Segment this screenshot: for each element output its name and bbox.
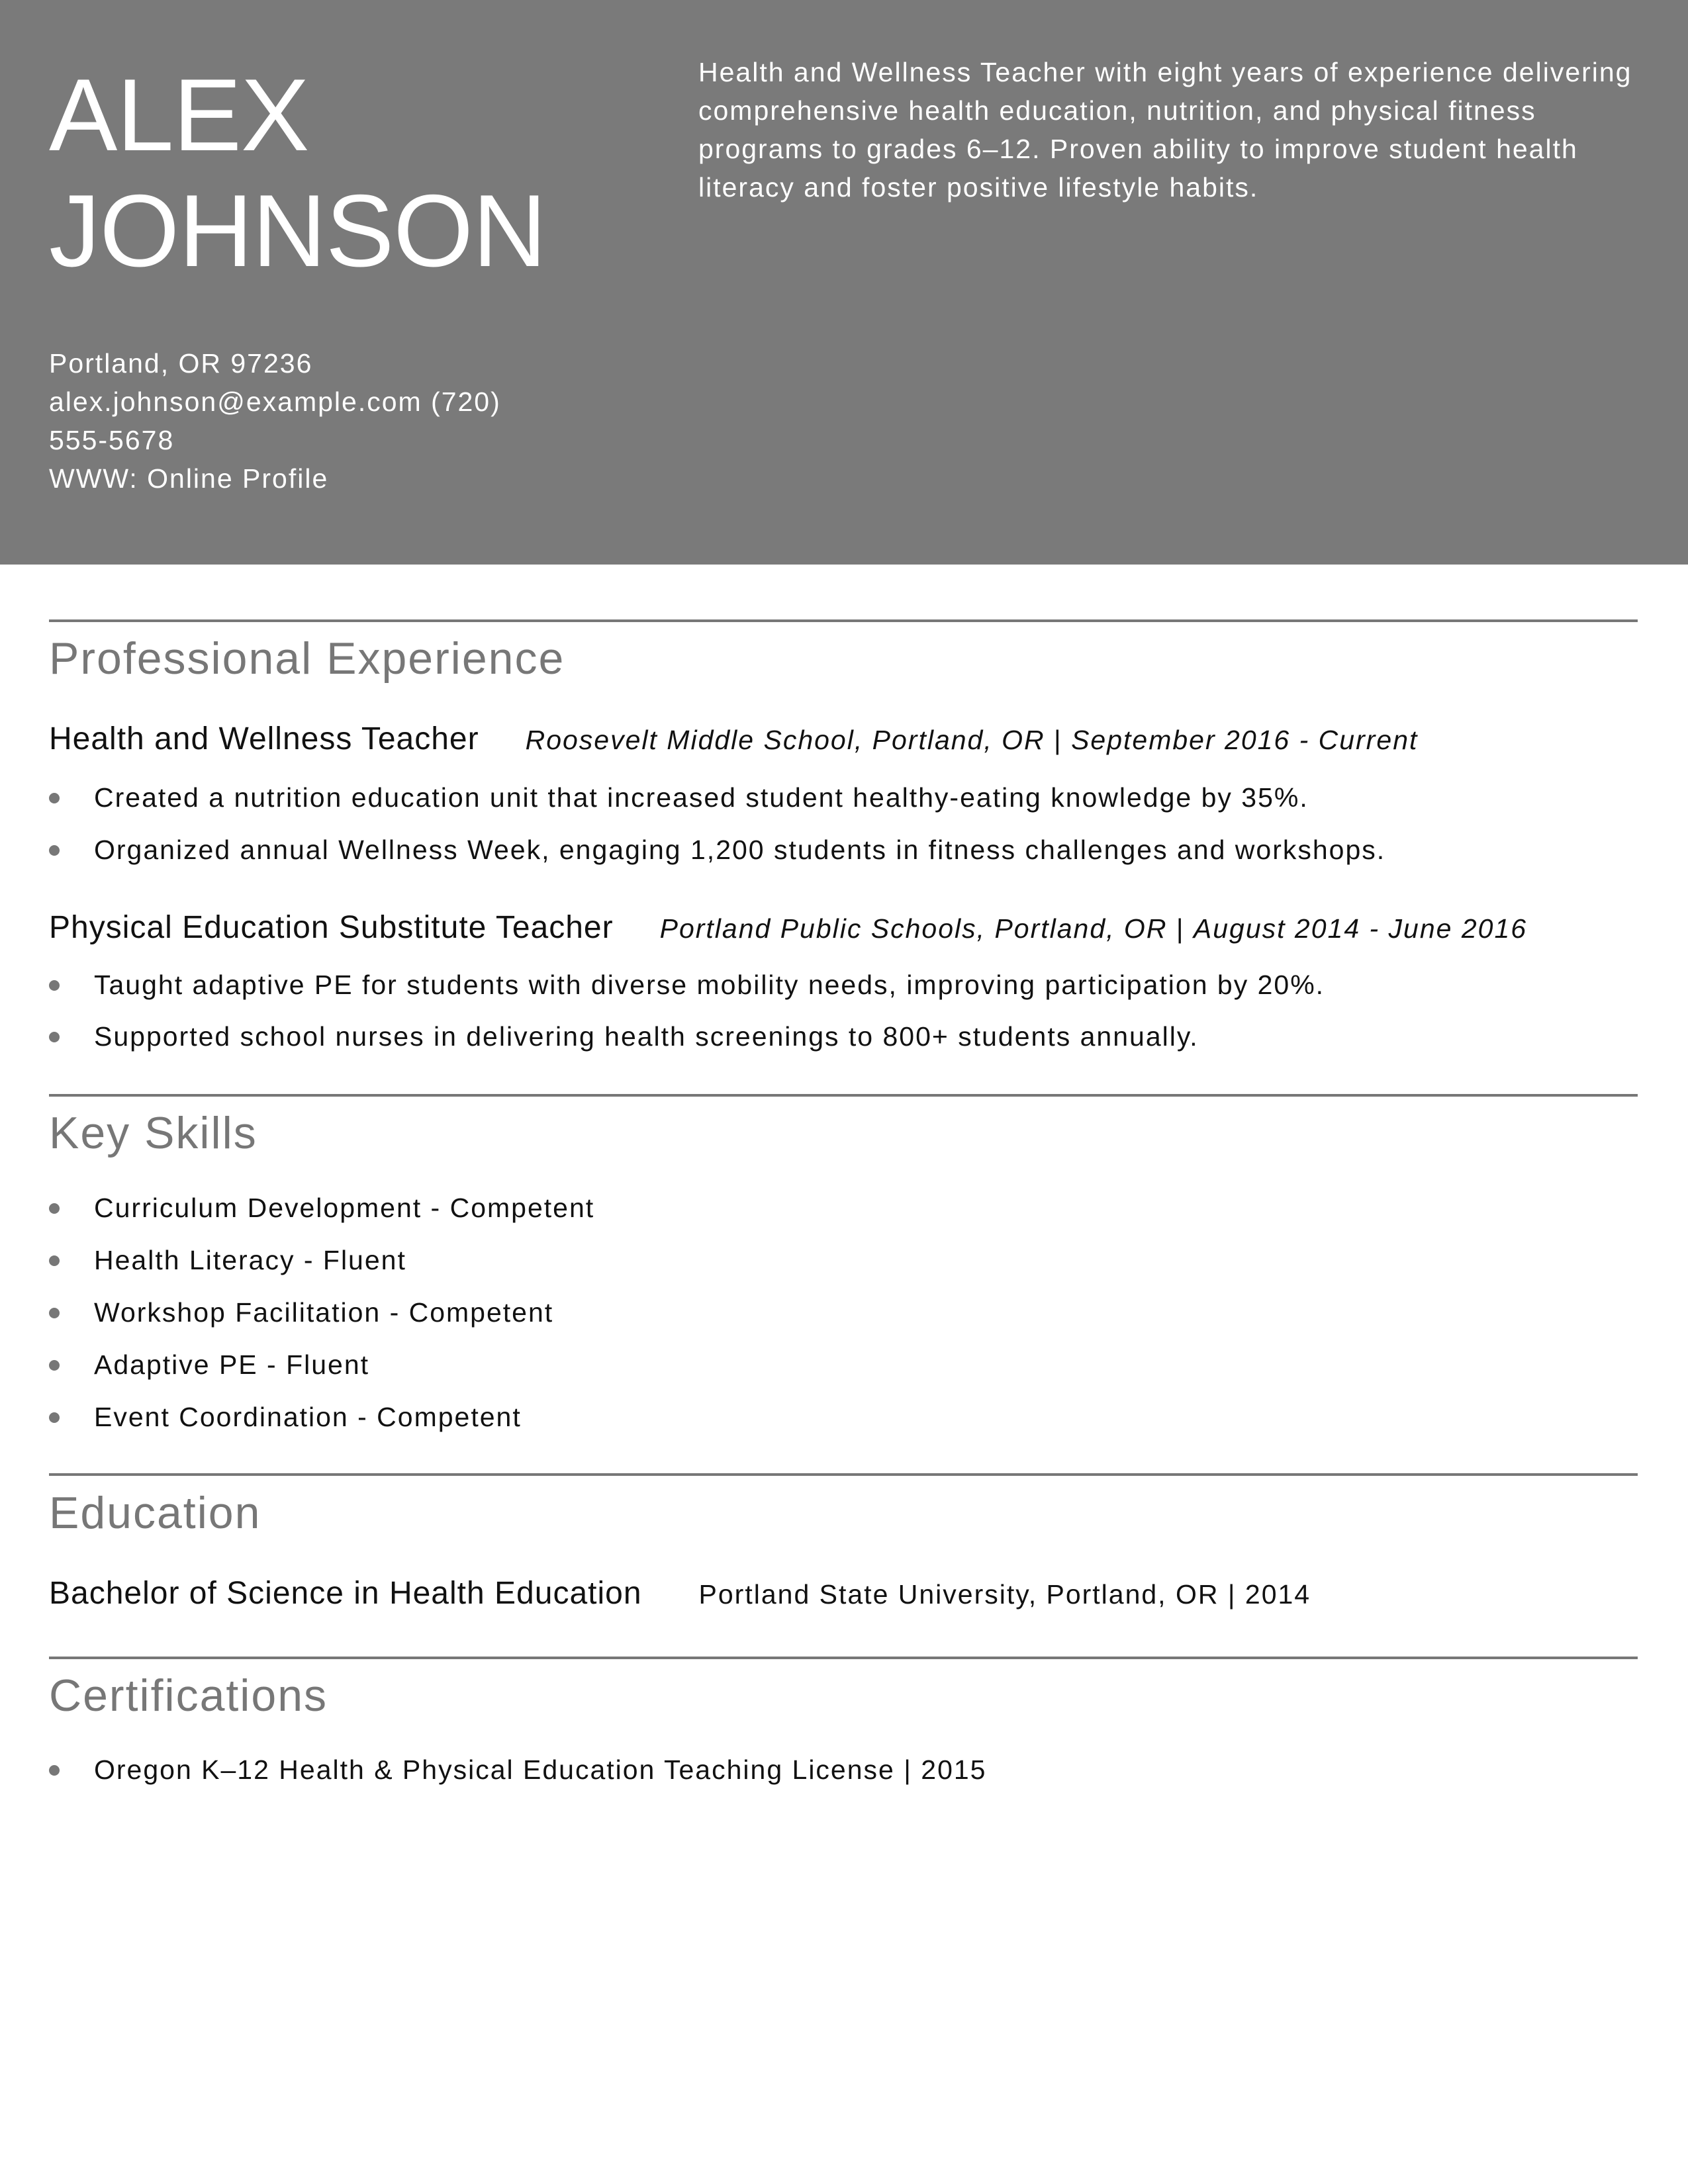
section-divider: [49, 1473, 1638, 1476]
name-last: JOHNSON: [49, 173, 546, 288]
list-item: [49, 1751, 986, 1788]
bullet-icon: [49, 845, 60, 856]
section-title-certifications: Certifications: [49, 1670, 328, 1721]
list-item: [49, 1294, 553, 1331]
contact-website[interactable]: WWW: Online Profile: [49, 463, 329, 494]
education-entry: [49, 1574, 1311, 1614]
bullet-icon: [49, 1412, 60, 1423]
job-employer: Roosevelt Middle School: [525, 725, 855, 755]
job-title: Health and Wellness Teacher: [49, 721, 479, 756]
school-info: Portland State University, Portland, OR | 2014: [698, 1579, 1311, 1610]
contact-address: Portland, OR 97236: [49, 348, 313, 379]
section-divider: [49, 1094, 1638, 1097]
job-dates: August 2014 - June 2016: [1193, 913, 1528, 944]
professional-summary: Health and Wellness Teacher with eight years of experience delivering comprehensive health education, nutrition, and physical fitness programs to grades 6–12. Proven ability to improve student health literacy and foster positive lifestyle habits.: [698, 57, 1632, 203]
section-title-skills: Key Skills: [49, 1108, 258, 1158]
certification-text: Oregon K–12 Health & Physical Education Teaching License | 2015: [94, 1754, 987, 1785]
list-item: [49, 1346, 369, 1383]
skill-text: Health Literacy - Fluent: [94, 1245, 406, 1275]
job-header: [49, 719, 1418, 760]
section-divider: [49, 1657, 1638, 1659]
bullet-text: Created a nutrition education unit that increased student healthy-eating knowledge by 35%.: [94, 782, 1309, 813]
job-employer: Portland Public Schools: [659, 913, 977, 944]
candidate-name: [49, 57, 645, 289]
job-meta: Roosevelt Middle School, Portland, OR | September 2016 - Current: [525, 725, 1419, 755]
bullet-icon: [49, 793, 60, 803]
section-divider: [49, 619, 1638, 622]
list-item: [49, 1242, 406, 1279]
bullet-icon: [49, 1308, 60, 1318]
list-item: [49, 1189, 594, 1226]
bullet-text: Taught adaptive PE for students with diverse mobility needs, improving participation by 20%.: [94, 970, 1325, 1000]
bullet-icon: [49, 1765, 60, 1776]
contact-phone: 555-5678: [49, 425, 175, 455]
bullet-icon: [49, 1032, 60, 1042]
bullet-icon: [49, 1203, 60, 1214]
section-title-education: Education: [49, 1488, 261, 1538]
job-title: Physical Education Substitute Teacher: [49, 910, 614, 945]
skill-text: Event Coordination - Competent: [94, 1402, 522, 1432]
bullet-icon: [49, 980, 60, 991]
skill-text: Curriculum Development - Competent: [94, 1193, 595, 1223]
skill-text: Workshop Facilitation - Competent: [94, 1297, 554, 1328]
job-dates: September 2016 - Current: [1071, 725, 1419, 755]
bullet-icon: [49, 1255, 60, 1266]
list-item: [49, 779, 1309, 816]
name-first: ALEX: [49, 58, 309, 172]
bullet-text: Organized annual Wellness Week, engaging 1,200 students in fitness challenges and workshops.: [94, 835, 1386, 865]
header-band: [0, 0, 1688, 565]
job-meta: Portland Public Schools, Portland, OR | August 2014 - June 2016: [659, 913, 1528, 944]
contact-email-phone[interactable]: alex.johnson@example.com (720): [49, 387, 501, 417]
list-item: [49, 1018, 1199, 1055]
skill-text: Adaptive PE - Fluent: [94, 1349, 370, 1380]
list-item: [49, 966, 1325, 1003]
bullet-text: Supported school nurses in delivering health screenings to 800+ students annually.: [94, 1021, 1199, 1052]
list-item: [49, 1398, 522, 1435]
job-location: Portland, OR: [872, 725, 1045, 755]
section-title-experience: Professional Experience: [49, 633, 565, 684]
contact-info: [49, 344, 618, 498]
job-header: [49, 908, 1527, 948]
job-location: Portland, OR: [994, 913, 1168, 944]
bullet-icon: [49, 1360, 60, 1371]
degree-title: Bachelor of Science in Health Education: [49, 1576, 642, 1611]
list-item: [49, 831, 1385, 868]
